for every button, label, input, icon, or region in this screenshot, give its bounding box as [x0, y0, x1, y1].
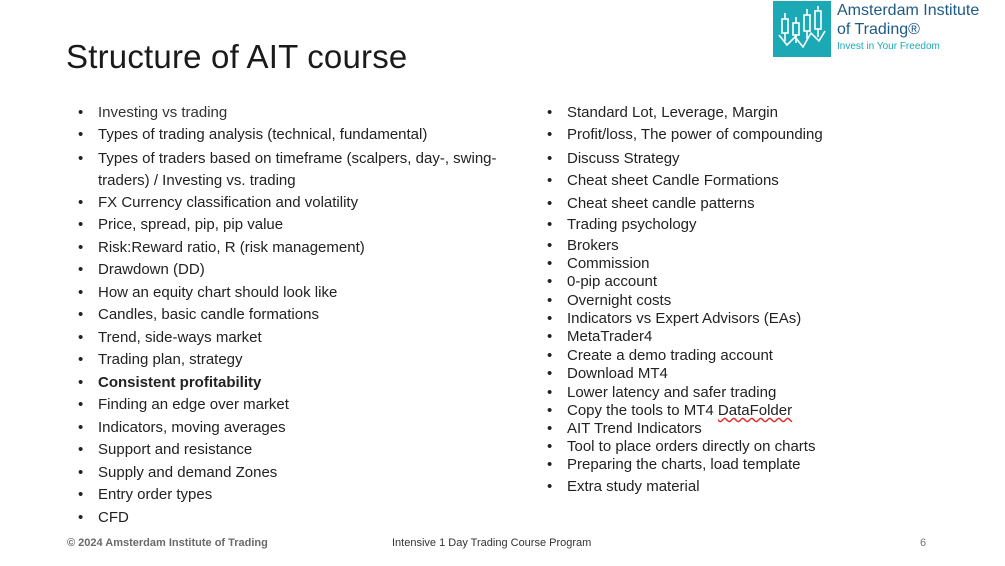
bullet: • [547, 478, 553, 495]
bullet: • [78, 216, 84, 233]
bullet: • [78, 104, 84, 121]
bullet: • [78, 194, 84, 211]
bullet: • [547, 216, 553, 233]
bullet: • [78, 150, 84, 167]
bullet: • [78, 261, 84, 278]
brand-name-line2: of Trading® [837, 21, 920, 38]
bullet: • [78, 126, 84, 143]
bullet: • [547, 402, 553, 419]
bullet: • [547, 292, 553, 309]
footer-copyright: © 2024 Amsterdam Institute of Trading [67, 537, 268, 549]
bullet: • [547, 126, 553, 143]
bullet: • [547, 384, 553, 401]
slide-title: Structure of AIT course [66, 38, 408, 75]
bullet: • [547, 438, 553, 455]
bullet: • [547, 310, 553, 327]
bullet: • [78, 486, 84, 503]
bullet: • [547, 273, 553, 290]
bullet: • [78, 396, 84, 413]
brand-tagline: Invest in Your Freedom [837, 41, 940, 52]
bullet: • [78, 239, 84, 256]
bullet: • [547, 195, 553, 212]
bullet: • [547, 150, 553, 167]
bullet: • [547, 420, 553, 437]
bullet: • [547, 456, 553, 473]
brand-block [837, 1, 979, 52]
footer-program-title: Intensive 1 Day Trading Course Program [392, 537, 592, 549]
list-item-text: Copy the tools to MT4 [567, 402, 718, 419]
page-number: 6 [920, 537, 927, 549]
bullet: • [547, 347, 553, 364]
bullet: • [78, 419, 84, 436]
ait-logo [773, 1, 831, 57]
bullet: • [547, 365, 553, 382]
brand-name-line1: Amsterdam Institute [837, 2, 980, 19]
bullet: • [78, 374, 84, 391]
bullet: • [547, 328, 553, 345]
bullet: • [547, 237, 553, 254]
bullet: • [547, 104, 553, 121]
spellcheck-word: DataFolder [717, 402, 793, 419]
bullet: • [78, 441, 84, 458]
bullet: • [547, 172, 553, 189]
bullet: • [78, 509, 84, 526]
bullet: • [78, 464, 84, 481]
bullet: • [78, 329, 84, 346]
bullet: • [547, 255, 553, 272]
bullet: • [78, 306, 84, 323]
bullet: • [78, 351, 84, 368]
bullet: • [78, 284, 84, 301]
